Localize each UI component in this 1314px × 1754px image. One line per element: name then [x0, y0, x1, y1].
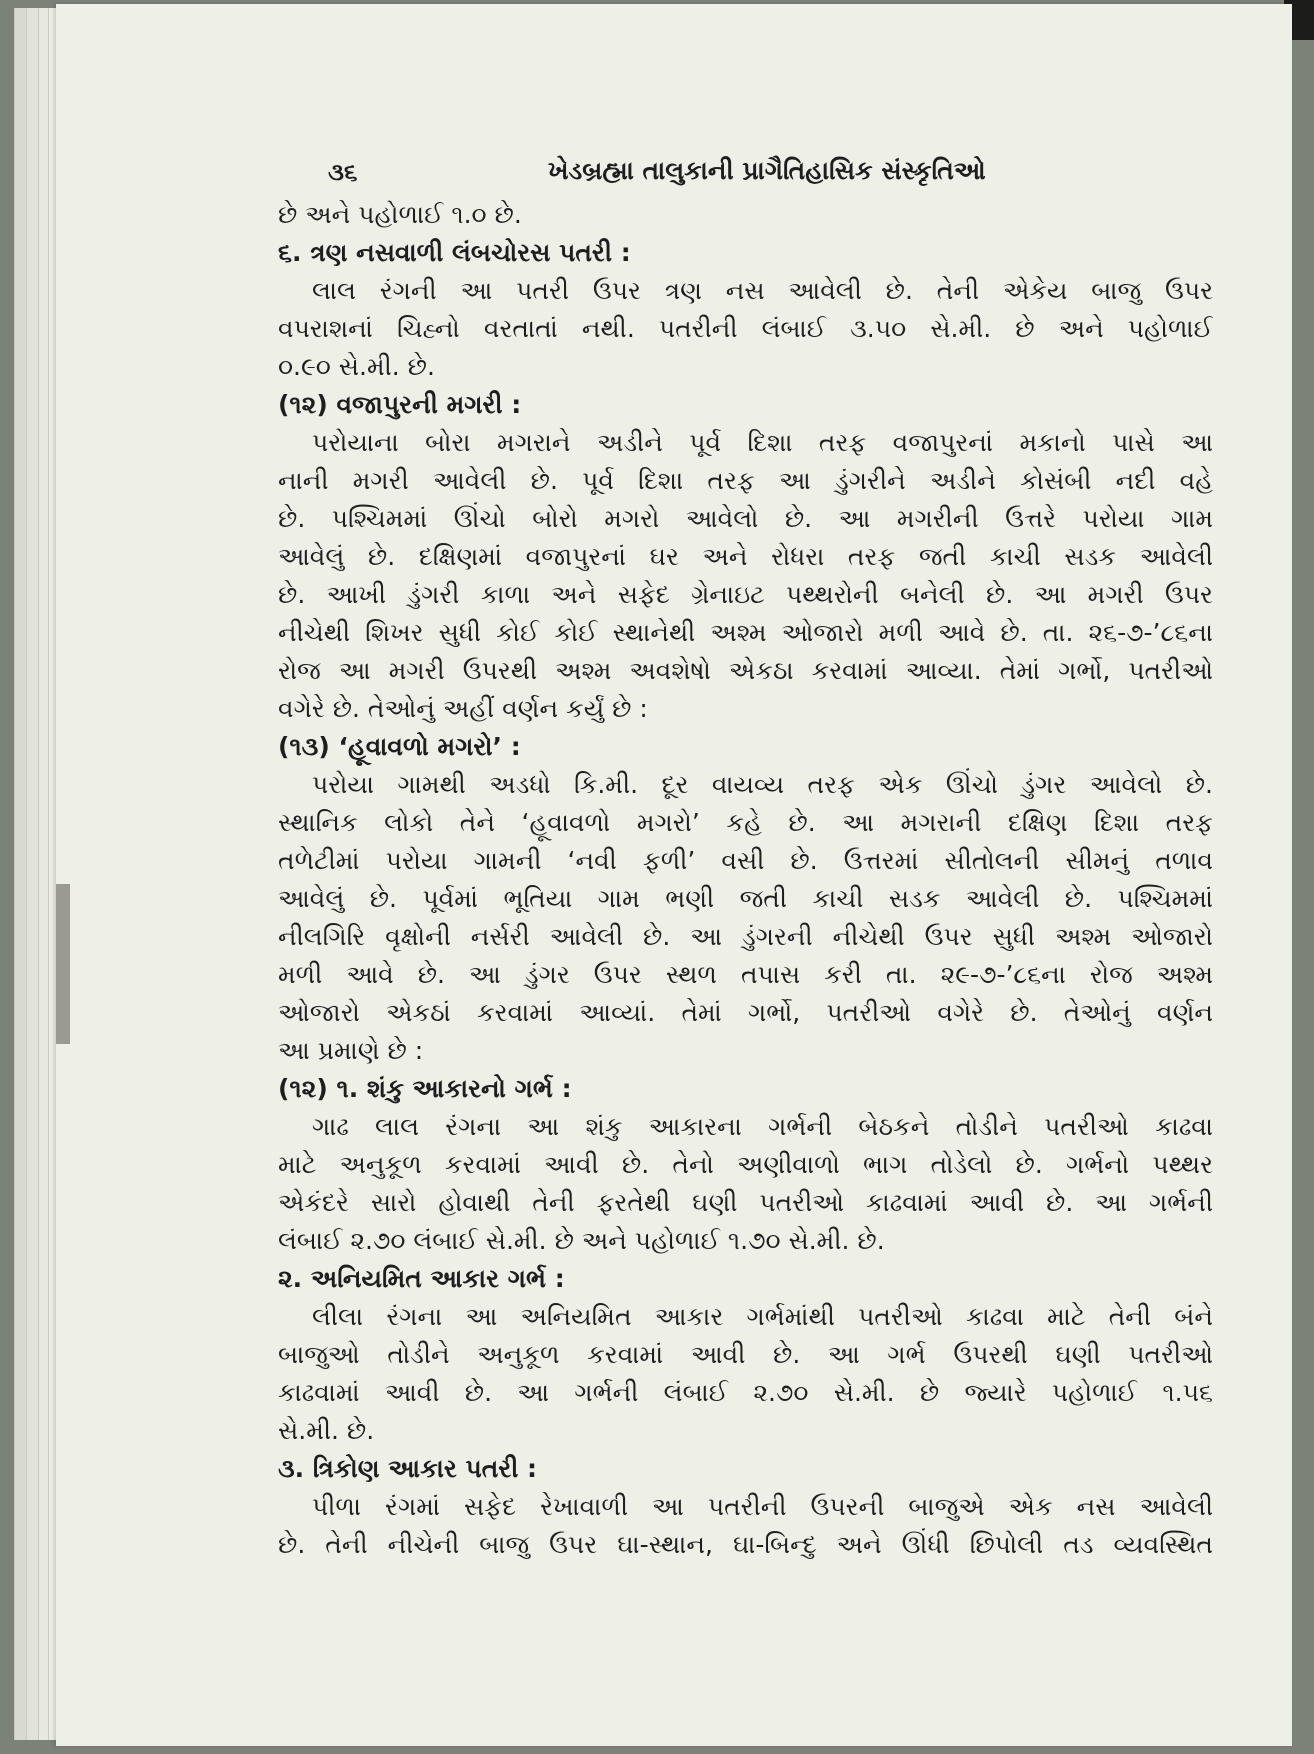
section-heading: (૧૨) વજાપુરની મગરી : — [278, 390, 522, 419]
text-line: આ પ્રમાણે છે : — [278, 1036, 424, 1065]
text-line: ઓજારો એકઠાં કરવામાં આવ્યાં. તેમાં ગર્ભો, પતરીઓ વગેરે છે. તેઓનું વર્ણન — [278, 998, 1213, 1027]
text-line: ગાઢ લાલ રંગના આ શંકુ આકારના ગર્ભની બેઠકને તોડીને પતરીઓ કાઢવા — [312, 1112, 1213, 1141]
section-heading: ૨. અનિયમિત આકાર ગર્ભ : — [278, 1264, 565, 1293]
text-line: રોજ આ મગરી ઉપરથી અશ્મ અવશેષો એકઠા કરવામાં આવ્યા. તેમાં ગર્ભો, પતરીઓ — [278, 656, 1213, 685]
text-line: પીળા રંગમાં સફેદ રેખાવાળી આ પતરીની ઉપરની બાજુએ એક નસ આવેલી — [312, 1492, 1213, 1521]
text-line: સ્થાનિક લોકો તેને ‘હૂવાવળો મગરો’ કહે છે. આ મગરાની દક્ષિણ દિશા તરફ — [278, 808, 1213, 837]
text-line: પરોયા ગામથી અડધો કિ.મી. દૂર વાયવ્ય તરફ એક ઊંચો ડુંગર આવેલો છે. — [312, 770, 1213, 799]
text-line: છે. તેની નીચેની બાજુ ઉપર ઘા-સ્થાન, ઘા-બિન્દુ અને ઊંધી છિપોલી તડ વ્યવસ્થિત — [278, 1530, 1213, 1559]
running-title: ખેડબ્રહ્મા તાલુકાની પ્રાગૈતિહાસિક સંસ્કૃતિઓ — [548, 156, 986, 185]
section-heading: (૧૨) ૧. શંકુ આકારનો ગર્ભ : — [278, 1074, 572, 1103]
page-header — [278, 148, 1213, 196]
text-line: મળી આવે છે. આ ડુંગર ઉપર સ્થળ તપાસ કરી તા. ૨૯-૭-’૮૬ના રોજ અશ્મ — [278, 960, 1213, 989]
text-line: ૦.૯૦ સે.મી. છે. — [278, 352, 435, 381]
text-line: તળેટીમાં પરોયા ગામની ‘નવી ફળી’ વસી છે. ઉત્તરમાં સીતોલની સીમનું તળાવ — [278, 846, 1213, 875]
page-content — [278, 148, 1213, 1564]
text-line: વપરાશનાં ચિહ્નો વરતાતાં નથી. પતરીની લંબાઈ ૩.૫૦ સે.મી. છે અને પહોળાઈ — [278, 314, 1213, 343]
text-line: સે.મી. છે. — [278, 1416, 375, 1445]
text-line: નીલગિરિ વૃક્ષોની નર્સરી આવેલી છે. આ ડુંગરની નીચેથી ઉપર સુધી અશ્મ ઓજારો — [278, 922, 1213, 951]
text-line: છે અને પહોળાઈ ૧.૦ છે. — [278, 200, 522, 229]
text-line: કાઢવામાં આવી છે. આ ગર્ભની લંબાઈ ૨.૭૦ સે.મી. છે જ્યારે પહોળાઈ ૧.૫૬ — [278, 1378, 1213, 1407]
page-number: ૩૬ — [328, 158, 358, 186]
text-line: લીલા રંગના આ અનિયમિત આકાર ગર્ભમાંથી પતરીઓ કાઢવા માટે તેની બંને — [312, 1302, 1213, 1331]
text-line: પરોયાના બોરા મગરાને અડીને પૂર્વ દિશા તરફ વજાપુરનાં મકાનો પાસે આ — [312, 428, 1213, 457]
text-line: આવેલું છે. પૂર્વમાં ભૂતિયા ગામ ભણી જતી કાચી સડક આવેલી છે. પશ્ચિમમાં — [278, 884, 1213, 913]
text-line: આવેલું છે. દક્ષિણમાં વજાપુરનાં ઘર અને રોધરા તરફ જતી કાચી સડક આવેલી — [278, 542, 1213, 571]
text-line: નાની મગરી આવેલી છે. પૂર્વ દિશા તરફ આ ડુંગરીને અડીને કોસંબી નદી વહે — [278, 466, 1213, 495]
text-line: લાલ રંગની આ પતરી ઉપર ત્રણ નસ આવેલી છે. તેની એકેય બાજુ ઉપર — [312, 276, 1213, 305]
page-stain — [56, 884, 70, 1044]
text-line: માટે અનુકૂળ કરવામાં આવી છે. તેનો અણીવાળો ભાગ તોડેલો છે. ગર્ભનો પથ્થર — [278, 1150, 1213, 1179]
text-line: નીચેથી શિખર સુધી કોઈ કોઈ સ્થાનેથી અશ્મ ઓજારો મળી આવે છે. તા. ૨૬-૭-’૮૬ના — [278, 618, 1213, 647]
section-heading: ૬. ત્રણ નસવાળી લંબચોરસ પતરી : — [278, 238, 631, 267]
text-line: બાજુઓ તોડીને અનુકૂળ કરવામાં આવી છે. આ ગર્ભ ઉપરથી ઘણી પતરીઓ — [278, 1340, 1213, 1369]
text-line: લંબાઈ ૨.૭૦ લંબાઈ સે.મી. છે અને પહોળાઈ ૧.૭૦ સે.મી. છે. — [278, 1226, 885, 1255]
text-line: વગેરે છે. તેઓનું અહીં વર્ણન કર્યું છે : — [278, 694, 648, 723]
text-line: છે. આખી ડુંગરી કાળા અને સફેદ ગ્રેનાઇટ પથ્થરોની બનેલી છે. આ મગરી ઉપર — [278, 580, 1213, 609]
section-heading: ૩. ત્રિકોણ આકાર પતરી : — [278, 1454, 538, 1483]
section-heading: (૧૩) ‘હૂવાવળો મગરો’ : — [278, 732, 521, 761]
text-line: છે. પશ્ચિમમાં ઊંચો બોરો મગરો આવેલો છે. આ મગરીની ઉત્તરે પરોયા ગામ — [278, 504, 1213, 533]
text-line: એકંદરે સારો હોવાથી તેની ફરતેથી ઘણી પતરીઓ કાઢવામાં આવી છે. આ ગર્ભની — [278, 1188, 1213, 1217]
